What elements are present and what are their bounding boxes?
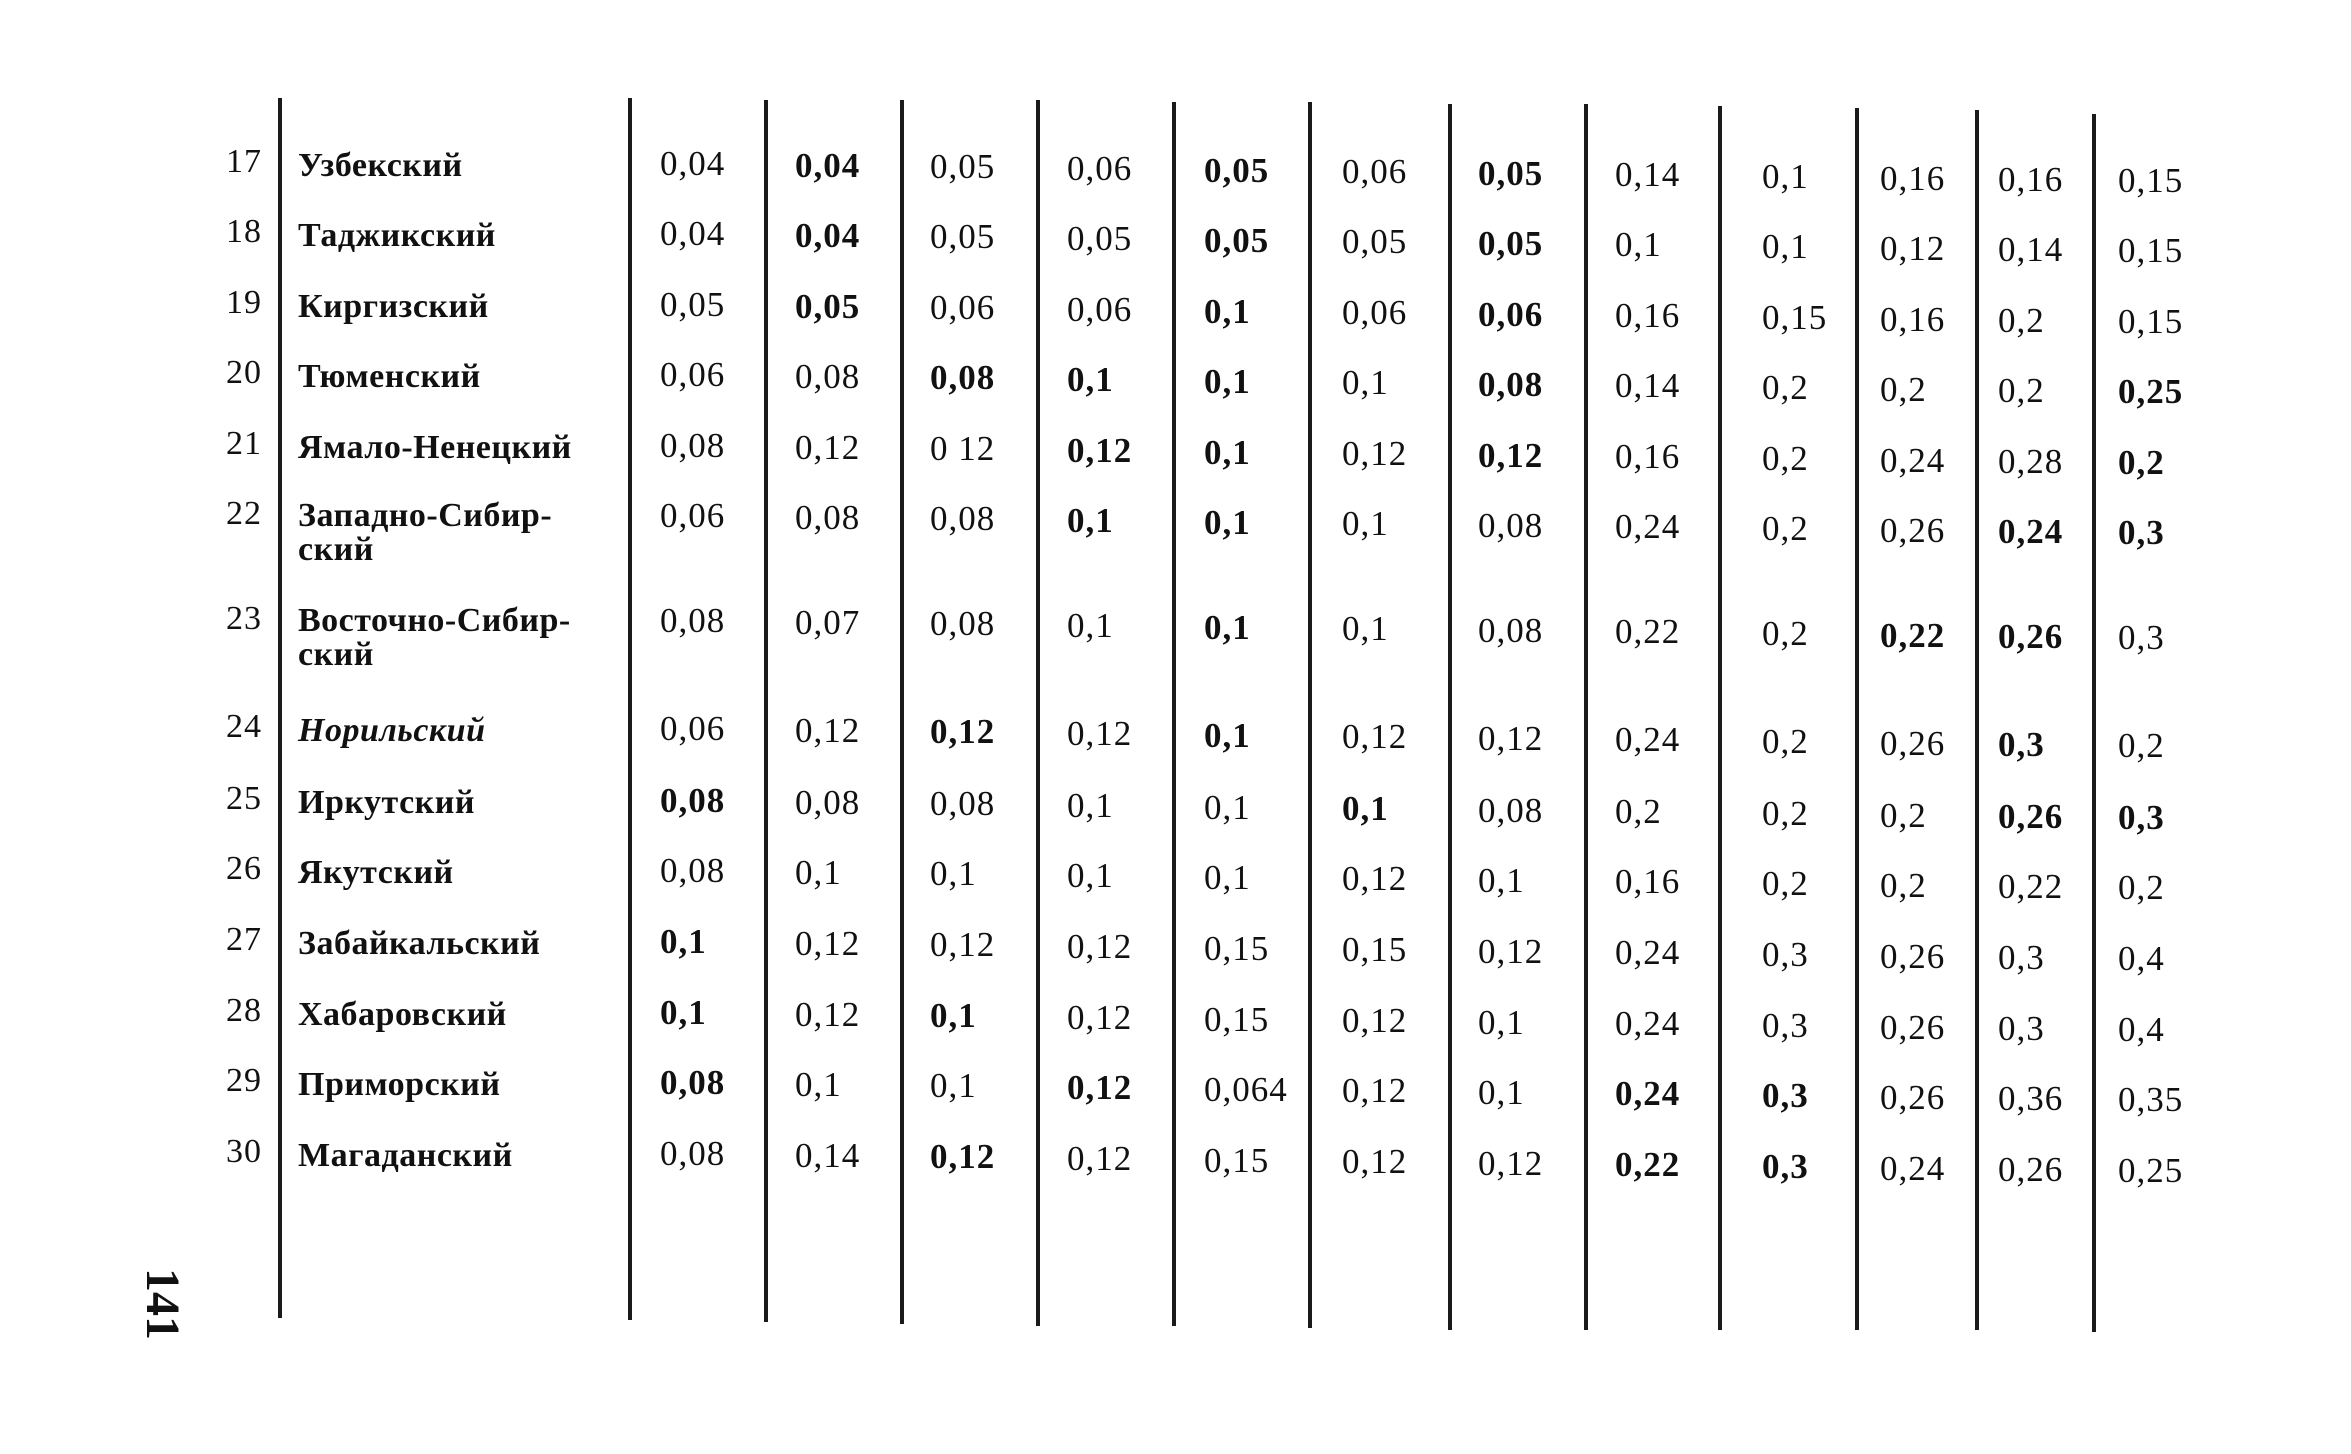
region-name: Норильский	[298, 712, 486, 749]
value-cell: 0,08	[930, 499, 996, 538]
value-cell: 0,12	[1478, 436, 1544, 475]
value-cell: 0,05	[795, 287, 861, 326]
value-cell: 0,12	[795, 995, 861, 1034]
value-cell: 0,24	[1880, 1149, 1946, 1188]
value-cell: 0,28	[1998, 442, 2064, 481]
column-rule	[1308, 102, 1312, 1328]
region-name: Хабаровский	[298, 996, 507, 1033]
value-cell: 0,06	[930, 288, 996, 327]
region-name: Узбекский	[298, 147, 463, 184]
value-cell: 0,26	[1998, 1150, 2064, 1189]
value-cell: 0,12	[1478, 1144, 1544, 1183]
value-cell: 0,12	[1478, 932, 1544, 971]
value-cell: 0,1	[1067, 501, 1114, 540]
region-name: Магаданский	[298, 1137, 513, 1174]
value-cell: 0,15	[1342, 930, 1408, 969]
value-cell: 0,05	[1204, 151, 1270, 190]
value-cell: 0,1	[1342, 363, 1389, 402]
value-cell: 0,2	[1762, 722, 1809, 761]
value-cell: 0,25	[2118, 372, 2184, 411]
value-cell: 0,26	[1880, 937, 1946, 976]
value-cell: 0,4	[2118, 939, 2165, 978]
value-cell: 0,1	[1204, 716, 1251, 755]
row-number: 28	[226, 992, 262, 1029]
value-cell: 0,08	[930, 358, 996, 397]
value-cell: 0,2	[1880, 866, 1927, 905]
value-cell: 0,1	[1204, 362, 1251, 401]
value-cell: 0,3	[2118, 513, 2165, 552]
row-number: 26	[226, 850, 262, 887]
value-cell: 0,08	[660, 1134, 726, 1173]
value-cell: 0,26	[1880, 724, 1946, 763]
value-cell: 0,08	[930, 604, 996, 643]
value-cell: 0,05	[930, 217, 996, 256]
value-cell: 0,05	[1067, 219, 1133, 258]
value-cell: 0,2	[2118, 726, 2165, 765]
value-cell: 0,12	[1067, 927, 1133, 966]
column-rule	[1855, 108, 1859, 1330]
value-cell: 0,26	[1880, 511, 1946, 550]
value-cell: 0,26	[1998, 797, 2064, 836]
value-cell: 0,22	[1615, 1145, 1681, 1184]
region-name: Ямало-Ненецкий	[298, 429, 572, 466]
value-cell: 0,04	[795, 146, 861, 185]
value-cell: 0,1	[1204, 503, 1251, 542]
value-cell: 0,2	[1762, 614, 1809, 653]
column-rule	[2092, 114, 2096, 1332]
column-rule	[1036, 100, 1040, 1326]
value-cell: 0,05	[1342, 222, 1408, 261]
value-cell: 0,22	[1615, 612, 1681, 651]
region-name: Восточно-Сибир- ский	[298, 602, 571, 673]
value-cell: 0,064	[1204, 1070, 1288, 1109]
value-cell: 0,16	[1880, 159, 1946, 198]
value-cell: 0,08	[795, 357, 861, 396]
value-cell: 0,24	[1615, 507, 1681, 546]
value-cell: 0,06	[660, 355, 726, 394]
region-name: Приморский	[298, 1066, 501, 1103]
region-name: Западно-Сибир- ский	[298, 497, 553, 568]
value-cell: 0,1	[660, 993, 707, 1032]
value-cell: 0,25	[2118, 1151, 2184, 1190]
value-cell: 0 12	[930, 429, 996, 468]
value-cell: 0,12	[795, 428, 861, 467]
value-cell: 0,24	[1615, 1074, 1681, 1113]
value-cell: 0,04	[660, 144, 726, 183]
value-cell: 0,12	[1067, 431, 1133, 470]
value-cell: 0,06	[1067, 290, 1133, 329]
value-cell: 0,16	[1998, 160, 2064, 199]
value-cell: 0,14	[795, 1136, 861, 1175]
value-cell: 0,3	[1762, 1147, 1809, 1186]
value-cell: 0,2	[1762, 368, 1809, 407]
column-rule	[1718, 106, 1722, 1330]
value-cell: 0,1	[1342, 504, 1389, 543]
region-name: Киргизский	[298, 288, 489, 325]
value-cell: 0,1	[1067, 856, 1114, 895]
value-cell: 0,1	[795, 853, 842, 892]
value-cell: 0,12	[930, 712, 996, 751]
value-cell: 0,2	[2118, 443, 2165, 482]
value-cell: 0,14	[1998, 230, 2064, 269]
value-cell: 0,12	[1342, 717, 1408, 756]
value-cell: 0,15	[2118, 161, 2184, 200]
value-cell: 0,16	[1880, 300, 1946, 339]
row-number: 24	[226, 708, 262, 745]
value-cell: 0,12	[795, 924, 861, 963]
value-cell: 0,1	[930, 996, 977, 1035]
value-cell: 0,1	[1342, 789, 1389, 828]
value-cell: 0,07	[795, 603, 861, 642]
value-cell: 0,06	[1478, 295, 1544, 334]
row-number: 30	[226, 1133, 262, 1170]
value-cell: 0,2	[1615, 792, 1662, 831]
value-cell: 0,08	[1478, 791, 1544, 830]
value-cell: 0,12	[1067, 714, 1133, 753]
value-cell: 0,14	[1615, 155, 1681, 194]
value-cell: 0,06	[1342, 152, 1408, 191]
region-name: Таджикский	[298, 217, 496, 254]
column-rule	[1975, 110, 1979, 1330]
column-rule	[1448, 104, 1452, 1330]
value-cell: 0,08	[660, 781, 726, 820]
value-cell: 0,1	[660, 922, 707, 961]
value-cell: 0,3	[1998, 938, 2045, 977]
value-cell: 0,3	[1762, 1076, 1809, 1115]
value-cell: 0,15	[1204, 929, 1270, 968]
value-cell: 0,3	[1998, 1009, 2045, 1048]
value-cell: 0,1	[1615, 225, 1662, 264]
value-cell: 0,1	[1204, 433, 1251, 472]
value-cell: 0,08	[660, 601, 726, 640]
value-cell: 0,24	[1615, 720, 1681, 759]
value-cell: 0,1	[1478, 1073, 1525, 1112]
column-rule	[278, 98, 282, 1318]
value-cell: 0,1	[1762, 227, 1809, 266]
value-cell: 0,14	[1615, 366, 1681, 405]
value-cell: 0,2	[1998, 371, 2045, 410]
value-cell: 0,15	[2118, 231, 2184, 270]
value-cell: 0,06	[1342, 293, 1408, 332]
page-number: 141	[136, 1268, 189, 1340]
value-cell: 0,15	[2118, 302, 2184, 341]
value-cell: 0,08	[1478, 611, 1544, 650]
value-cell: 0,36	[1998, 1079, 2064, 1118]
value-cell: 0,05	[1478, 154, 1544, 193]
value-cell: 0,1	[1204, 788, 1251, 827]
value-cell: 0,08	[660, 1063, 726, 1102]
value-cell: 0,12	[1067, 998, 1133, 1037]
value-cell: 0,24	[1998, 512, 2064, 551]
row-number: 18	[226, 213, 262, 250]
value-cell: 0,12	[1342, 859, 1408, 898]
value-cell: 0,2	[1880, 370, 1927, 409]
value-cell: 0,08	[1478, 365, 1544, 404]
region-name: Тюменский	[298, 358, 481, 395]
value-cell: 0,4	[2118, 1010, 2165, 1049]
value-cell: 0,12	[795, 711, 861, 750]
value-cell: 0,12	[930, 1137, 996, 1176]
value-cell: 0,12	[1067, 1139, 1133, 1178]
value-cell: 0,16	[1615, 862, 1681, 901]
value-cell: 0,24	[1615, 1004, 1681, 1043]
row-number: 22	[226, 495, 262, 532]
value-cell: 0,1	[930, 1066, 977, 1105]
value-cell: 0,1	[1204, 292, 1251, 331]
row-number: 20	[226, 354, 262, 391]
value-cell: 0,1	[1067, 786, 1114, 825]
value-cell: 0,26	[1880, 1008, 1946, 1047]
region-name: Якутский	[298, 854, 454, 891]
row-number: 19	[226, 284, 262, 321]
value-cell: 0,12	[1067, 1068, 1133, 1107]
value-cell: 0,16	[1615, 437, 1681, 476]
value-cell: 0,1	[1067, 606, 1114, 645]
value-cell: 0,06	[660, 496, 726, 535]
value-cell: 0,12	[1342, 1071, 1408, 1110]
value-cell: 0,12	[1342, 1001, 1408, 1040]
value-cell: 0,04	[795, 216, 861, 255]
value-cell: 0,1	[1478, 861, 1525, 900]
value-cell: 0,2	[1762, 864, 1809, 903]
value-cell: 0,06	[660, 709, 726, 748]
value-cell: 0,08	[660, 851, 726, 890]
value-cell: 0,05	[1204, 221, 1270, 260]
value-cell: 0,06	[1067, 149, 1133, 188]
value-cell: 0,12	[930, 925, 996, 964]
row-number: 23	[226, 600, 262, 637]
value-cell: 0,05	[660, 285, 726, 324]
value-cell: 0,2	[1762, 509, 1809, 548]
column-rule	[1584, 104, 1588, 1330]
value-cell: 0,15	[1762, 298, 1828, 337]
row-number: 27	[226, 921, 262, 958]
value-cell: 0,08	[660, 426, 726, 465]
row-number: 25	[226, 780, 262, 817]
value-cell: 0,35	[2118, 1080, 2184, 1119]
column-rule	[1172, 102, 1176, 1326]
value-cell: 0,1	[795, 1065, 842, 1104]
value-cell: 0,26	[1998, 617, 2064, 656]
value-cell: 0,2	[2118, 868, 2165, 907]
value-cell: 0,22	[1998, 867, 2064, 906]
column-rule	[628, 98, 632, 1320]
row-number: 17	[226, 143, 262, 180]
row-number: 29	[226, 1062, 262, 1099]
value-cell: 0,26	[1880, 1078, 1946, 1117]
value-cell: 0,2	[1998, 301, 2045, 340]
value-cell: 0,2	[1762, 439, 1809, 478]
value-cell: 0,3	[1998, 725, 2045, 764]
region-name: Забайкальский	[298, 925, 541, 962]
value-cell: 0,05	[1478, 224, 1544, 263]
value-cell: 0,2	[1880, 796, 1927, 835]
value-cell: 0,3	[2118, 798, 2165, 837]
value-cell: 0,04	[660, 214, 726, 253]
value-cell: 0,24	[1880, 441, 1946, 480]
value-cell: 0,12	[1342, 434, 1408, 473]
value-cell: 0,15	[1204, 1000, 1270, 1039]
row-number: 21	[226, 425, 262, 462]
value-cell: 0,1	[1478, 1003, 1525, 1042]
value-cell: 0,1	[930, 854, 977, 893]
value-cell: 0,08	[1478, 506, 1544, 545]
value-cell: 0,12	[1342, 1142, 1408, 1181]
value-cell: 0,24	[1615, 933, 1681, 972]
value-cell: 0,15	[1204, 1141, 1270, 1180]
column-rule	[900, 100, 904, 1324]
value-cell: 0,12	[1880, 229, 1946, 268]
value-cell: 0,1	[1342, 609, 1389, 648]
value-cell: 0,05	[930, 147, 996, 186]
value-cell: 0,3	[2118, 618, 2165, 657]
column-rule	[764, 100, 768, 1322]
value-cell: 0,1	[1204, 608, 1251, 647]
value-cell: 0,08	[795, 498, 861, 537]
value-cell: 0,1	[1762, 157, 1809, 196]
value-cell: 0,2	[1762, 794, 1809, 833]
value-cell: 0,16	[1615, 296, 1681, 335]
value-cell: 0,12	[1478, 719, 1544, 758]
value-cell: 0,1	[1204, 858, 1251, 897]
value-cell: 0,3	[1762, 1006, 1809, 1045]
value-cell: 0,22	[1880, 616, 1946, 655]
region-name: Иркутский	[298, 784, 475, 821]
value-cell: 0,08	[795, 783, 861, 822]
value-cell: 0,08	[930, 784, 996, 823]
value-cell: 0,3	[1762, 935, 1809, 974]
value-cell: 0,1	[1067, 360, 1114, 399]
